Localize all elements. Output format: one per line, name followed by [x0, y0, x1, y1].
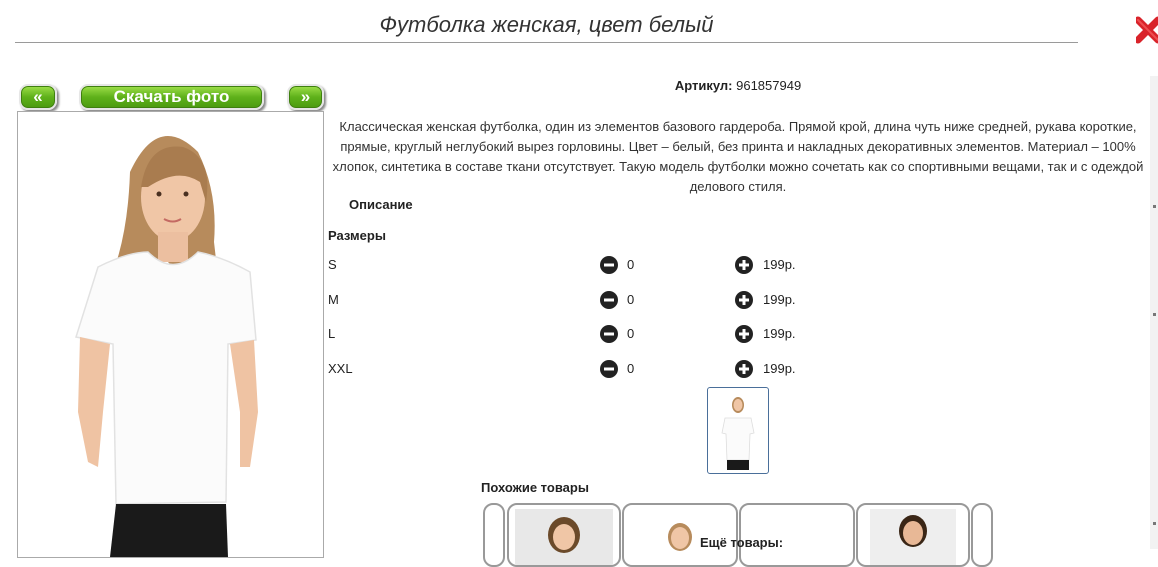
- size-quantity: 0: [627, 257, 635, 272]
- plus-circle-icon[interactable]: [735, 256, 753, 274]
- article-label: Артикул:: [674, 78, 733, 93]
- size-row-m: [328, 290, 808, 310]
- article-value: 961857949: [736, 78, 802, 93]
- size-row-xxl: [328, 359, 808, 379]
- more-products-label: Ещё товары:: [700, 535, 784, 550]
- size-quantity: 0: [627, 326, 635, 341]
- size-price: 199р.: [763, 361, 796, 376]
- similar-products-label: Похожие товары: [481, 480, 589, 495]
- size-row-l: [328, 324, 808, 344]
- prev-photo-button[interactable]: «: [19, 84, 57, 110]
- page-title: Футболка женская, цвет белый: [15, 8, 1078, 43]
- size-name: L: [328, 326, 336, 341]
- scroll-marker: [1153, 313, 1156, 316]
- size-price: 199р.: [763, 292, 796, 307]
- size-quantity: 0: [627, 292, 635, 307]
- size-row-s: [328, 255, 808, 275]
- carousel-next-arrow[interactable]: [971, 503, 993, 567]
- product-photo: [17, 111, 324, 558]
- product-thumbnail[interactable]: [707, 387, 769, 474]
- minus-circle-icon[interactable]: [600, 325, 618, 343]
- size-name: M: [328, 292, 339, 307]
- plus-circle-icon[interactable]: [735, 360, 753, 378]
- minus-circle-icon[interactable]: [600, 256, 618, 274]
- minus-circle-icon[interactable]: [600, 360, 618, 378]
- next-photo-button[interactable]: »: [287, 84, 324, 110]
- scroll-marker: [1153, 205, 1156, 208]
- similar-product-card[interactable]: [507, 503, 621, 567]
- minus-circle-icon[interactable]: [600, 291, 618, 309]
- article-line: [600, 78, 876, 93]
- description-label: Описание: [349, 197, 413, 212]
- sizes-label: Размеры: [328, 228, 386, 243]
- scroll-marker: [1153, 522, 1156, 525]
- size-price: 199р.: [763, 257, 796, 272]
- close-icon[interactable]: [1136, 12, 1158, 50]
- size-name: XXL: [328, 361, 353, 376]
- size-price: 199р.: [763, 326, 796, 341]
- download-photo-button[interactable]: Скачать фото: [79, 84, 264, 110]
- plus-circle-icon[interactable]: [735, 291, 753, 309]
- carousel-prev-arrow[interactable]: [483, 503, 505, 567]
- size-name: S: [328, 257, 337, 272]
- product-description: Классическая женская футболка, один из элементов базового гардероба. Прямой крой, длина чуть ниже средней, рукава короткие, прямые, круглый неглубокий вырез горловины. Цвет – белый, без принта и накладных декоративных элементов. Материал – 100% хлопок, синтетика в составе ткани отсутствует. Такую модель футболки можно сочетать как со спортивными вещами, так и с одеждой делового стиля.: [332, 119, 1144, 194]
- size-quantity: 0: [627, 361, 635, 376]
- plus-circle-icon[interactable]: [735, 325, 753, 343]
- similar-product-card[interactable]: [856, 503, 970, 567]
